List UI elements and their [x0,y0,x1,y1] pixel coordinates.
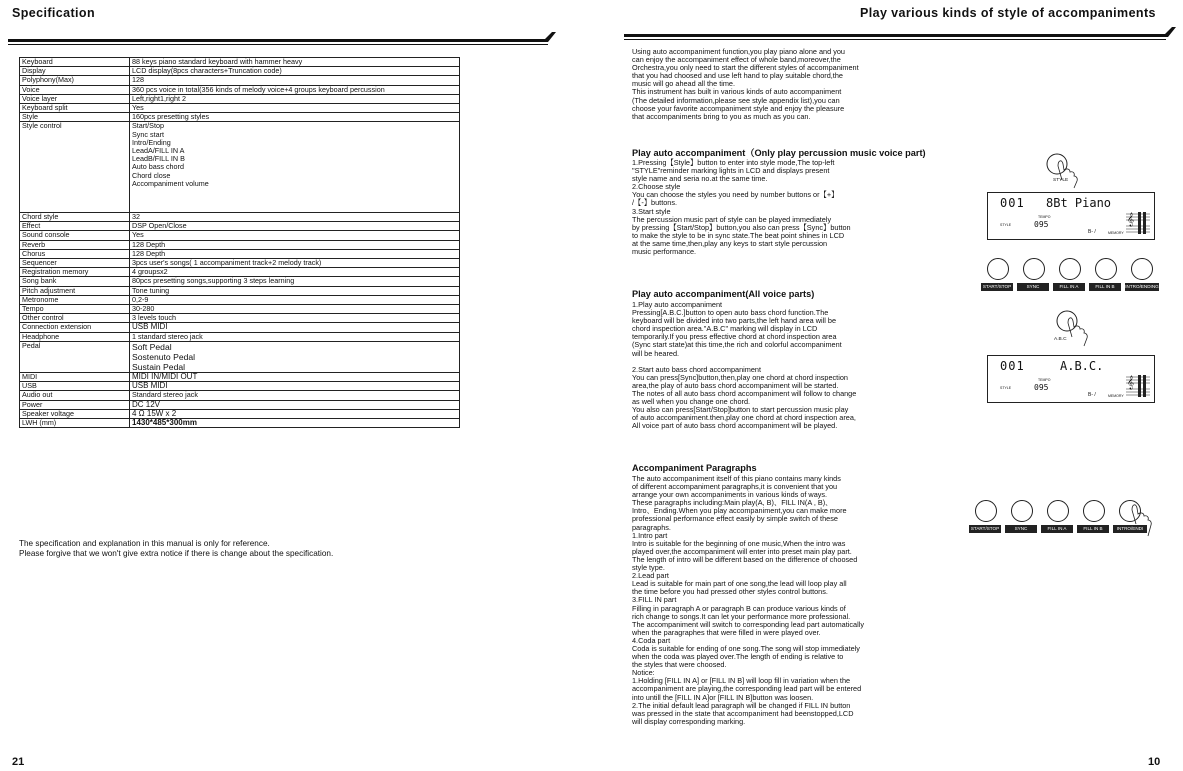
lcd-style-label: STYLE [1000,386,1012,390]
pressing-hand-icon [1040,150,1090,190]
note-line: The specification and explanation in this manual is only for reference. [19,539,270,548]
spec-row [20,323,460,332]
spec-row [20,332,460,341]
spec-row [20,418,460,427]
section-body-paragraphs [632,475,864,726]
spec-value [130,122,460,213]
spec-value: Standard stereo jack [130,391,460,400]
spec-row [20,113,460,122]
spec-value-line: Chord close [132,170,171,180]
style-control-button[interactable] [1023,258,1045,280]
lcd-display-abc [987,355,1155,403]
style-button-label: STYLE [1053,178,1069,183]
text-line: This instrument has built in various kinds of auto accompaniment [632,87,842,97]
text-line: These paragraphs including:Main play(A, B)、FILL IN(A , B)、 [632,498,833,508]
spec-row [20,295,460,304]
text-line: 1.Pressing【Style】button to enter into style mode,The top-left [632,158,835,167]
button-label: INTRO/ENDI [1113,525,1147,533]
spec-value: 128 Depth [130,240,460,249]
spec-key: Effect [20,222,130,231]
spec-value: 1430*485*300mm [130,418,460,427]
spec-value: 360 pcs voice in total(356 kinds of melody voice+4 groups keyboard percussion [130,85,460,94]
section-title-all-voice: Play auto accompaniment(All voice parts) [632,289,815,299]
spec-key: Sound console [20,231,130,240]
button-label: FILL IN B [1077,525,1109,533]
spec-value [130,341,460,372]
spec-row [20,277,460,286]
spec-value: 3 levels touch [130,314,460,323]
spec-key: Keyboard [20,58,130,67]
text-line: keyboard will be divided into two parts,the left hand area will be [632,316,837,326]
text-line: style type. [632,563,665,573]
svg-text:𝄞: 𝄞 [1127,375,1135,389]
spec-value-line: Start/Stop [132,121,164,131]
spec-value-line: Sostenuto Pedal [132,351,196,362]
button-label: START/STOP [982,284,1012,289]
header-rule-right [620,26,1180,42]
spec-key: Speaker voltage [20,409,130,418]
style-control-button[interactable] [987,258,1009,280]
spec-value-line: Auto bass chord [132,162,184,172]
spec-value: 80pcs presetting songs,supporting 3 steps learning [130,277,460,286]
spec-row [20,286,460,295]
text-line: professional performance effect easily by simple switch of these [632,514,838,524]
spec-value-line: Sync start [132,129,164,139]
style-control-button[interactable] [1011,500,1033,522]
spec-row [20,372,460,381]
text-line: arrange your own accompaniments in various kinds of ways. [632,490,828,500]
text-line: the styles that were choosed. [632,660,727,670]
spec-value: Yes [130,104,460,113]
spec-value: 88 keys piano standard keyboard with hammer heavy [130,58,460,67]
spec-key: Audio out [20,391,130,400]
spec-value: 0,2-9 [130,295,460,304]
text-line: temporarily.If you press effective chord at chord inspection area [632,332,837,342]
lcd-style-number: 001 [1000,359,1025,373]
lcd-beat: B- / [1088,392,1096,398]
spec-key: Voice layer [20,94,130,103]
spec-key: Connection extension [20,323,130,332]
spec-key: Registration memory [20,268,130,277]
text-line: will be heared. [632,348,680,358]
spec-value: 128 Depth [130,249,460,258]
spec-note [19,539,333,559]
spec-value-line: LeadB/FILL IN B [132,154,185,164]
spec-row [20,240,460,249]
staff-icon [1126,374,1152,400]
text-line: music performance. [632,247,697,257]
spec-row [20,85,460,94]
text-line: 1.Intro part [632,530,668,540]
spec-key: Keyboard split [20,104,130,113]
spec-value: 32 [130,213,460,222]
text-line: 1.Play auto accompaniment [632,300,723,309]
spec-key: Voice [20,85,130,94]
spec-value: USB MIDI [130,382,460,391]
spec-key: Pitch adjustment [20,286,130,295]
text-line: area,the play of auto bass chord accompaniment will be started. [632,380,839,390]
text-line: of different accompaniment paragraphs,it is convenient that you [632,482,838,492]
text-line: at the same time,then,play any keys to start style percussion [632,238,828,248]
spec-key: USB [20,382,130,391]
button-label: FILL IN A [1053,283,1085,291]
text-line: 2.The initial default lead paragraph will be changed if FILL IN button [632,700,851,710]
text-line: Lead is suitable for main part of one song,the lead will loop play all [632,579,847,589]
spec-value: 30-280 [130,305,460,314]
text-line: Using auto accompaniment function,you play piano alone and you [632,47,845,56]
spec-key: Chorus [20,249,130,258]
text-line: 1.Holding [FILL IN A] or [FILL IN B] will loop fill in variation when the [632,676,851,686]
text-line: The auto accompaniment itself of this piano contains many kinds [632,474,841,483]
spec-key: Chord style [20,213,130,222]
spec-value: DSP Open/Close [130,222,460,231]
text-line: paragraphs. [632,522,671,532]
page-number-right: 10 [1148,756,1161,768]
section-body-percussion [632,159,851,256]
lcd-style-label: STYLE [1000,223,1012,227]
button-label: START/STOP [970,526,1000,531]
staff-icon [1126,211,1152,237]
section-title-percussion: Play auto accompaniment（Only play percussion music voice part) [632,148,926,158]
spec-key: MIDI [20,372,130,381]
lcd-beat: B- / [1088,229,1096,235]
spec-value: 128 [130,76,460,85]
text-line: of auto accompaniment.then,play one chord at chord inspection area, [632,413,856,423]
lcd-style-name: 8Bt Piano [1046,196,1112,210]
spec-key: Reverb [20,240,130,249]
style-control-button[interactable] [1059,258,1081,280]
spec-value: Tone tuning [130,286,460,295]
text-line: chord inspection area."A.B.C" marking will display in LCD [632,324,818,334]
intro-paragraph [632,48,859,121]
text-line: The notes of all auto bass chord accompaniment will follow to change [632,388,857,398]
spec-row [20,409,460,418]
text-line: Orchestra,you only need to start the different styles of accompaniment [632,63,859,73]
style-control-button[interactable] [1083,500,1105,522]
text-line: You also can press[Start/Stop]button to start percussion music play [632,405,849,415]
spec-value: 4 Ω 15W x 2 [130,409,460,418]
spec-row [20,268,460,277]
text-line: The length of intro will be different based on the difference of choosed [632,554,858,564]
text-line: will display corresponding marking. [632,716,746,726]
lcd-style-number: 001 [1000,196,1025,210]
spec-value-line: Intro/Ending [132,137,171,147]
text-line: All voice part of auto bass chord accompaniment will be played. [632,421,838,431]
spec-key: LWH (mm) [20,418,130,427]
section-title-paragraphs: Accompaniment Paragraphs [632,463,757,473]
text-line: choose your favorite accompaniment style and enjoy the pleasure [632,103,845,113]
spec-value: 1 standard stereo jack [130,332,460,341]
lcd-tempo-label: TEMPO [1038,215,1051,219]
spec-key: Metronome [20,295,130,304]
style-control-button[interactable] [1131,258,1153,280]
text-line: style name and seria no.at the same time. [632,174,768,184]
style-control-button[interactable] [1095,258,1117,280]
spec-value: Left,right1,right 2 [130,94,460,103]
text-line: can enjoy the accompaniment effect of whole band,moreover,the [632,55,841,65]
text-line: played over,the accompaniment will enter into preset main play part. [632,546,852,556]
page-title-right: Play various kinds of style of accompaniments [860,6,1156,20]
text-line: 4.Coda part [632,635,671,645]
text-line: "STYLE"reminder marking lights in LCD and displays present [632,166,830,176]
figure-abc-button [1052,306,1102,348]
text-line: when the paragraphes that were filled in were played over. [632,627,821,637]
spec-value: 3pcs user's songs( 1 accompaniment track+2 melody track) [130,259,460,268]
button-label: FILL IN B [1089,283,1121,291]
spec-row [20,67,460,76]
text-line: rich change to songs.It can let your performance more professional. [632,611,851,621]
spec-key: Song bank [20,277,130,286]
lcd-memory-label: MEMORY [1108,231,1124,235]
text-line: (The detailed information,please see style appendix list),you can [632,95,840,105]
figure-style-button [1040,150,1090,190]
spec-key: Sequencer [20,259,130,268]
spec-value: 4 groupsx2 [130,268,460,277]
spec-row [20,58,460,67]
spec-row [20,104,460,113]
section-body-all-voice [632,301,856,430]
text-line: that accompaniments bring to you as much as you can. [632,111,811,121]
lcd-tempo-value: 095 [1034,383,1049,392]
text-line: /【-】buttons. [632,198,678,208]
spec-row [20,341,460,372]
text-line: Intro is suitable for the beginning of one music,When the intro was [632,538,846,548]
spec-row [20,314,460,323]
style-control-buttons [981,258,1161,294]
text-line: accompaniment are playing,the corresponding lead part will be entered [632,684,862,694]
spec-row [20,400,460,409]
text-line: the time before you had pressed other styles control buttons. [632,587,828,597]
spec-row [20,213,460,222]
spec-row [20,94,460,103]
button-label: SYNC [1005,525,1037,533]
text-line: Intro、Ending.When you play accompaniment,you can make more [632,506,847,516]
text-line: by pressing【Start/Stop】button,you also can press【Sync】button [632,222,851,232]
spec-key: Style control [20,122,130,213]
spec-value: LCD display(8pcs characters+Truncation code) [130,67,460,76]
spec-key: Headphone [20,332,130,341]
spec-value: Yes [130,231,460,240]
header-rule-left [0,29,560,47]
spec-key: Power [20,400,130,409]
lcd-abc-name: A.B.C. [1060,359,1104,373]
spec-value-line: LeadA/FILL IN A [132,146,185,156]
text-line: (Sync start state)at this time,the rich and colorful accompaniment [632,340,842,350]
text-line: Pressing[A.B.C.]button to open auto bass chord function.The [632,308,829,318]
text-line: music will go ahead all the time. [632,79,736,89]
spec-key: Tempo [20,305,130,314]
text-line: Coda is suitable for ending of one song.The song will stop immediately [632,643,860,653]
text-line: 3.FILL IN part [632,595,677,605]
lcd-display-style [987,192,1155,240]
abc-button-label: A.B.C [1054,337,1067,342]
text-line: The percussion music part of style can be played immediately [632,214,832,224]
text-line: to make the style to be in sync state.The beat point shines in LCD [632,230,845,240]
spec-value-line: Sustain Pedal [132,361,186,372]
button-label: FILL IN A [1041,525,1073,533]
note-line: Please forgive that we won't give extra notice if there is change about the specification. [19,549,334,558]
text-line: Filling in paragraph A or paragraph B can produce various kinds of [632,603,846,613]
lcd-tempo-label: TEMPO [1038,378,1051,382]
spec-value: DC 12V [130,400,460,409]
spec-value: 160pcs presetting styles [130,113,460,122]
page-title-left: Specification [12,6,95,20]
spec-row [20,391,460,400]
spec-key: Polyphony(Max) [20,76,130,85]
spec-row [20,122,460,213]
text-line: 3.Start style [632,206,671,216]
style-control-button[interactable] [975,500,997,522]
svg-text:𝄞: 𝄞 [1127,212,1135,226]
text-line: 2.Choose style [632,182,681,192]
text-line: The accompaniment will switch to corresponding lead part automatically [632,619,864,629]
spec-row [20,76,460,85]
spec-row [20,382,460,391]
page-number-left: 21 [12,756,25,768]
text-line: into untill the [FILL IN A]or [FILL IN B]button was loosen. [632,692,814,702]
text-line: You can press[Sync]button,then,play one chord at chord inspection [632,372,848,382]
text-line: that you had choosed and use left hand to play suitable chord,the [632,71,843,81]
spec-key: Style [20,113,130,122]
button-label: INTRO/ENDING [1125,284,1159,289]
spec-row [20,259,460,268]
spec-key: Display [20,67,130,76]
spec-value: MIDI IN/MIDI OUT [130,372,460,381]
pressing-hand-icon [1120,496,1160,540]
spec-table [19,57,460,428]
spec-value-line: Accompaniment volume [132,178,209,188]
spec-value: USB MIDI [130,323,460,332]
spec-value-line: Soft Pedal [132,341,172,352]
style-control-button[interactable] [1047,500,1069,522]
text-line: when the coda was played over.The length of ending is relative to [632,652,844,662]
lcd-memory-label: MEMORY [1108,394,1124,398]
lcd-tempo-value: 095 [1034,220,1049,229]
text-line: as well when you change one chord. [632,397,751,407]
spec-key: Pedal [20,341,130,372]
spec-row [20,231,460,240]
text-line: 2.Start auto bass chord accompaniment [632,364,761,374]
spec-row [20,222,460,231]
text-line: was pressed in the state that accompaniment had beenstopped,LCD [632,708,854,718]
spec-row [20,249,460,258]
spec-key: Other control [20,314,130,323]
text-line: 2.Lead part [632,571,669,581]
button-label: SYNC [1017,283,1049,291]
text-line: Notice: [632,668,655,678]
text-line: You can choose the styles you need by number buttons or【+】 [632,190,839,200]
spec-row [20,305,460,314]
